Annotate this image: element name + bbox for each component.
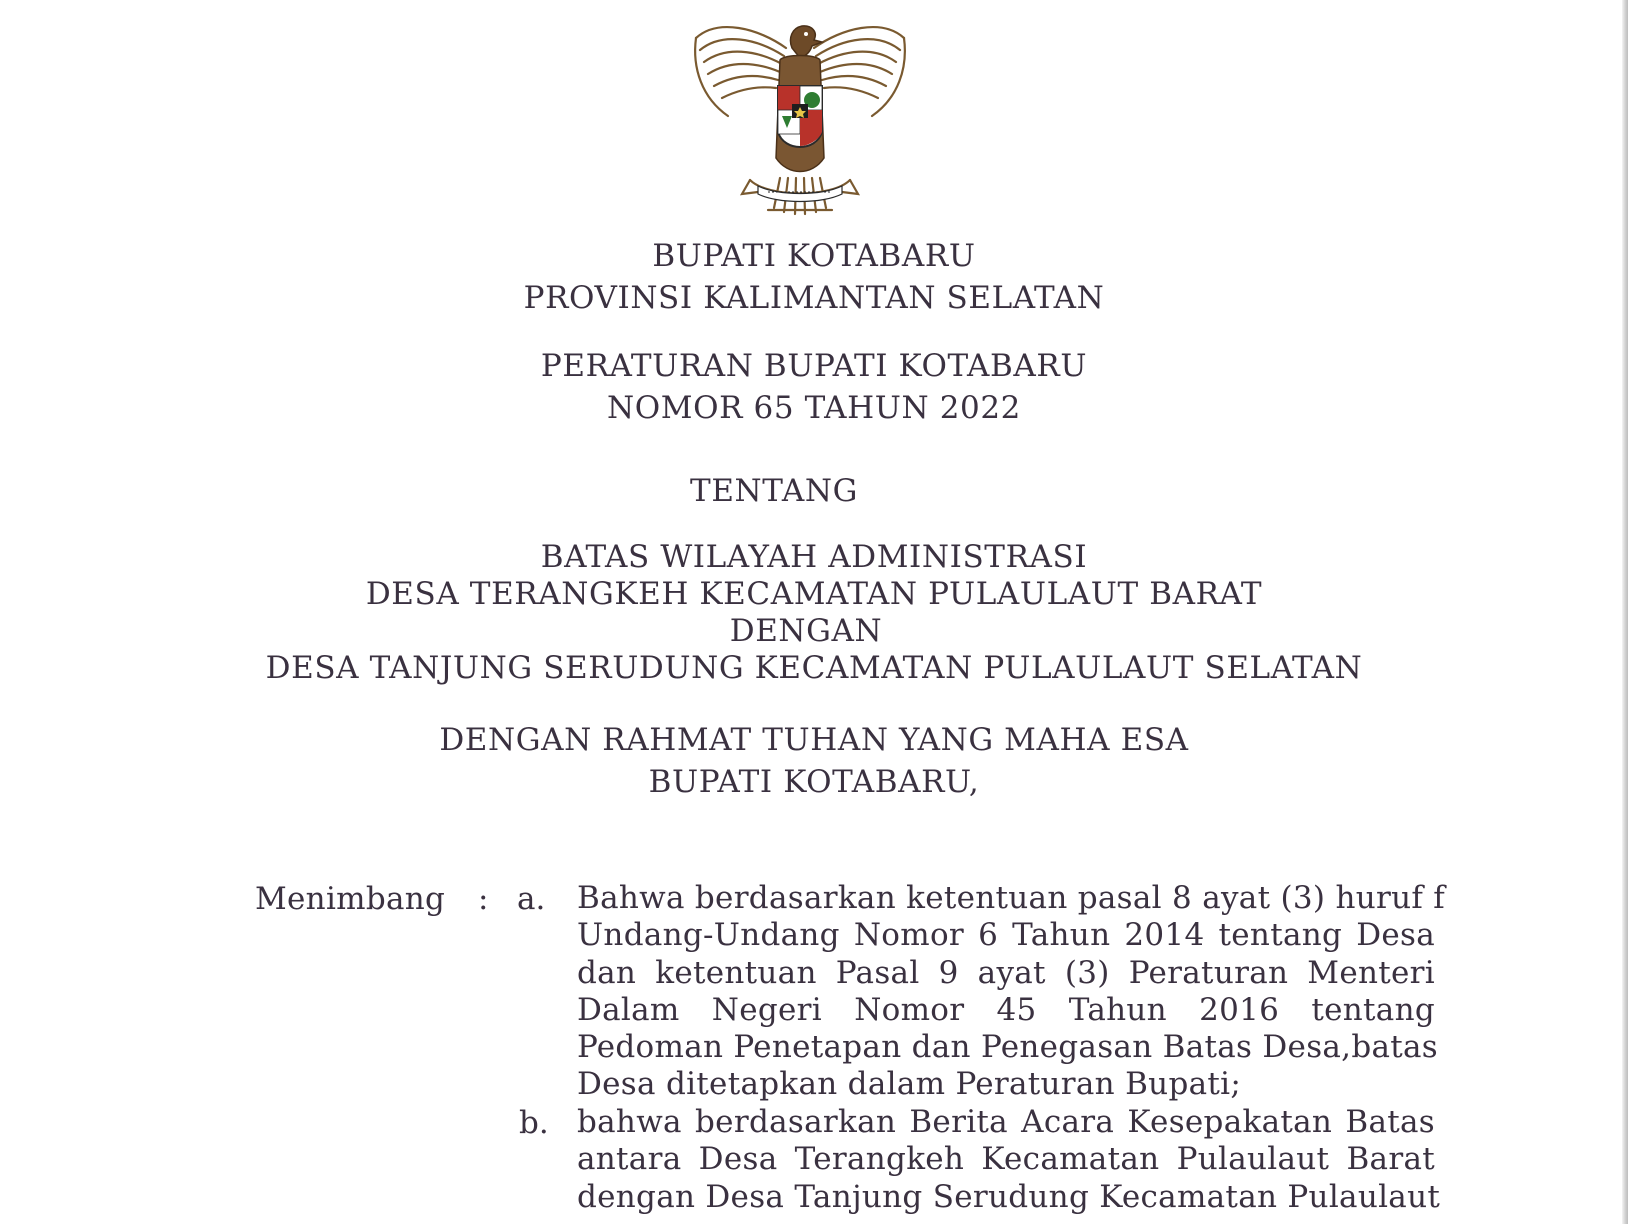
consideration-line: dengan Desa Tanjung Serudung Kecamatan Pulaulaut: [577, 1178, 1441, 1215]
preamble-line: DENGAN RAHMAT TUHAN YANG MAHA ESA: [439, 722, 1189, 758]
subject-line: DENGAN: [729, 613, 883, 649]
about-heading: TENTANG: [690, 473, 858, 509]
consideration-item-a: [577, 880, 1446, 1104]
preamble-line: BUPATI KOTABARU,: [648, 764, 980, 800]
province-title: PROVINSI KALIMANTAN SELATAN: [523, 280, 1105, 316]
considerations-label: Menimbang: [255, 881, 446, 917]
consideration-line: Undang-Undang Nomor 6 Tahun 2014 tentang Desa: [577, 917, 1435, 954]
subject-line: DESA TERANGKEH KECAMATAN PULAULAUT BARAT: [365, 576, 1263, 612]
consideration-line: bahwa berdasarkan Berita Acara Kesepakatan Batas: [577, 1104, 1435, 1140]
consideration-line: Desa ditetapkan dalam Peraturan Bupati;: [577, 1066, 1242, 1103]
consideration-line: Dalam Negeri Nomor 45 Tahun 2016 tentang: [577, 991, 1435, 1028]
subject-line: BATAS WILAYAH ADMINISTRASI: [540, 539, 1088, 575]
item-marker: a.: [517, 881, 546, 917]
subject-line: DESA TANJUNG SERUDUNG KECAMATAN PULAULAUT SELATAN: [265, 650, 1363, 686]
issuer-title: BUPATI KOTABARU: [652, 238, 976, 274]
consideration-line: Bahwa berdasarkan ketentuan pasal 8 ayat (3) huruf f: [577, 880, 1446, 916]
consideration-item-b: [577, 1104, 1441, 1216]
consideration-line: antara Desa Terangkeh Kecamatan Pulaulaut Barat: [577, 1141, 1435, 1178]
consideration-line: Pedoman Penetapan dan Penegasan Batas Desa,batas: [577, 1029, 1439, 1066]
consideration-line: dan ketentuan Pasal 9 ayat (3) Peraturan Menteri: [577, 954, 1435, 991]
considerations-colon: :: [478, 881, 489, 917]
item-marker: b.: [519, 1105, 549, 1141]
regulation-number: NOMOR 65 TAHUN 2022: [607, 390, 1021, 426]
regulation-title: PERATURAN BUPATI KOTABARU: [540, 348, 1088, 384]
